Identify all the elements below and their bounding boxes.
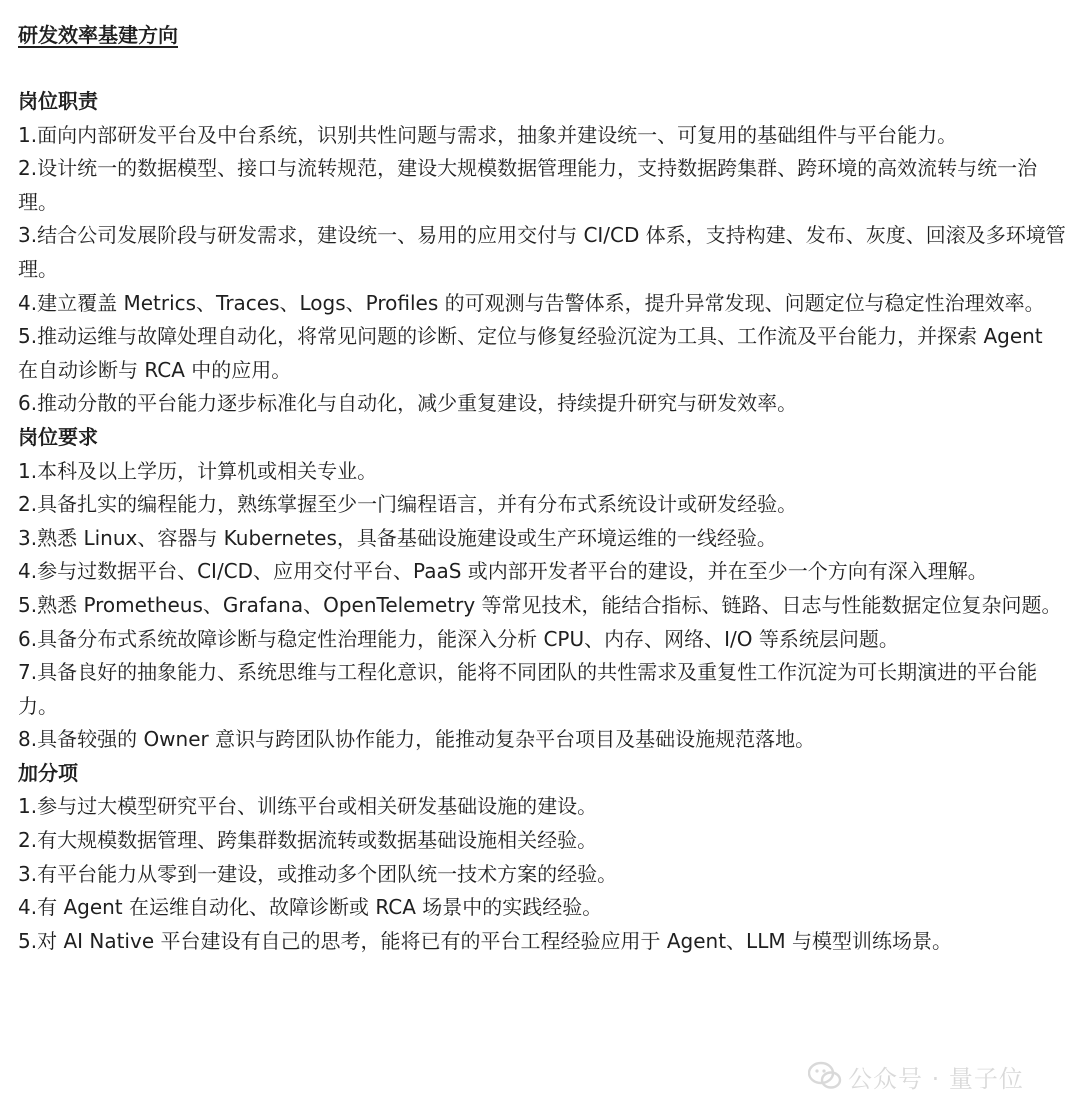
list-item: 2.设计统一的数据模型、接口与流转规范，建设大规模数据管理能力，支持数据跨集群、跨环境的高效流转与统一治理。 [18, 156, 1038, 214]
bonus-list [18, 790, 1068, 958]
watermark [808, 1056, 1024, 1096]
job-description-document [18, 18, 1068, 958]
list-item: 2.有大规模数据管理、跨集群数据流转或数据基础设施相关经验。 [18, 828, 598, 853]
list-item: 6.具备分布式系统故障诊断与稳定性治理能力，能深入分析 CPU、内存、网络、I/O 等系统层问题。 [18, 626, 899, 651]
responsibilities-list [18, 119, 1068, 421]
section-heading: 岗位职责 [18, 89, 98, 113]
list-item: 6.推动分散的平台能力逐步标准化与自动化，减少重复建设，持续提升研究与研发效率。 [18, 391, 798, 416]
list-item: 5.推动运维与故障处理自动化，将常见问题的诊断、定位与修复经验沉淀为工具、工作流及平台能力，并探索 Agent 在自动诊断与 RCA 中的应用。 [18, 324, 1043, 382]
list-item: 8.具备较强的 Owner 意识与跨团队协作能力，能推动复杂平台项目及基础设施规范落地。 [18, 727, 816, 752]
list-item: 1.本科及以上学历，计算机或相关专业。 [18, 458, 378, 483]
list-item: 3.结合公司发展阶段与研发需求，建设统一、易用的应用交付与 CI/CD 体系，支持构建、发布、灰度、回滚及多环境管理。 [18, 223, 1066, 281]
requirements-list [18, 455, 1068, 757]
list-item: 4.参与过数据平台、CI/CD、应用交付平台、PaaS 或内部开发者平台的建设，并在至少一个方向有深入理解。 [18, 559, 988, 584]
wechat-official-account-icon [808, 1061, 842, 1091]
document-title: 研发效率基建方向 [18, 23, 178, 47]
list-item: 3.熟悉 Linux、容器与 Kubernetes，具备基础设施建设或生产环境运维的一线经验。 [18, 525, 777, 550]
list-item: 5.熟悉 Prometheus、Grafana、OpenTelemetry 等常见技术，能结合指标、链路、日志与性能数据定位复杂问题。 [18, 592, 1062, 617]
section-requirements [18, 421, 1068, 757]
section-bonus [18, 757, 1068, 959]
list-item: 7.具备良好的抽象能力、系统思维与工程化意识，能将不同团队的共性需求及重复性工作沉淀为可长期演进的平台能力。 [18, 660, 1038, 718]
list-item: 2.具备扎实的编程能力，熟练掌握至少一门编程语言，并有分布式系统设计或研发经验。 [18, 492, 798, 517]
list-item: 4.建立覆盖 Metrics、Traces、Logs、Profiles 的可观测与告警体系，提升异常发现、问题定位与稳定性治理效率。 [18, 290, 1045, 315]
list-item: 5.对 AI Native 平台建设有自己的思考，能将已有的平台工程经验应用于 Agent、LLM 与模型训练场景。 [18, 928, 952, 953]
section-heading: 加分项 [18, 760, 78, 785]
list-item: 1.参与过大模型研究平台、训练平台或相关研发基础设施的建设。 [18, 794, 598, 819]
section-heading: 岗位要求 [18, 424, 98, 449]
section-responsibilities [18, 85, 1068, 421]
title-spacer [18, 52, 1068, 85]
list-item: 3.有平台能力从零到一建设，或推动多个团队统一技术方案的经验。 [18, 861, 618, 886]
list-item: 1.面向内部研发平台及中台系统，识别共性问题与需求，抽象并建设统一、可复用的基础组件与平台能力。 [18, 122, 958, 147]
list-item: 4.有 Agent 在运维自动化、故障诊断或 RCA 场景中的实践经验。 [18, 895, 603, 920]
watermark-text: 公众号 · 量子位 [848, 1064, 1024, 1093]
